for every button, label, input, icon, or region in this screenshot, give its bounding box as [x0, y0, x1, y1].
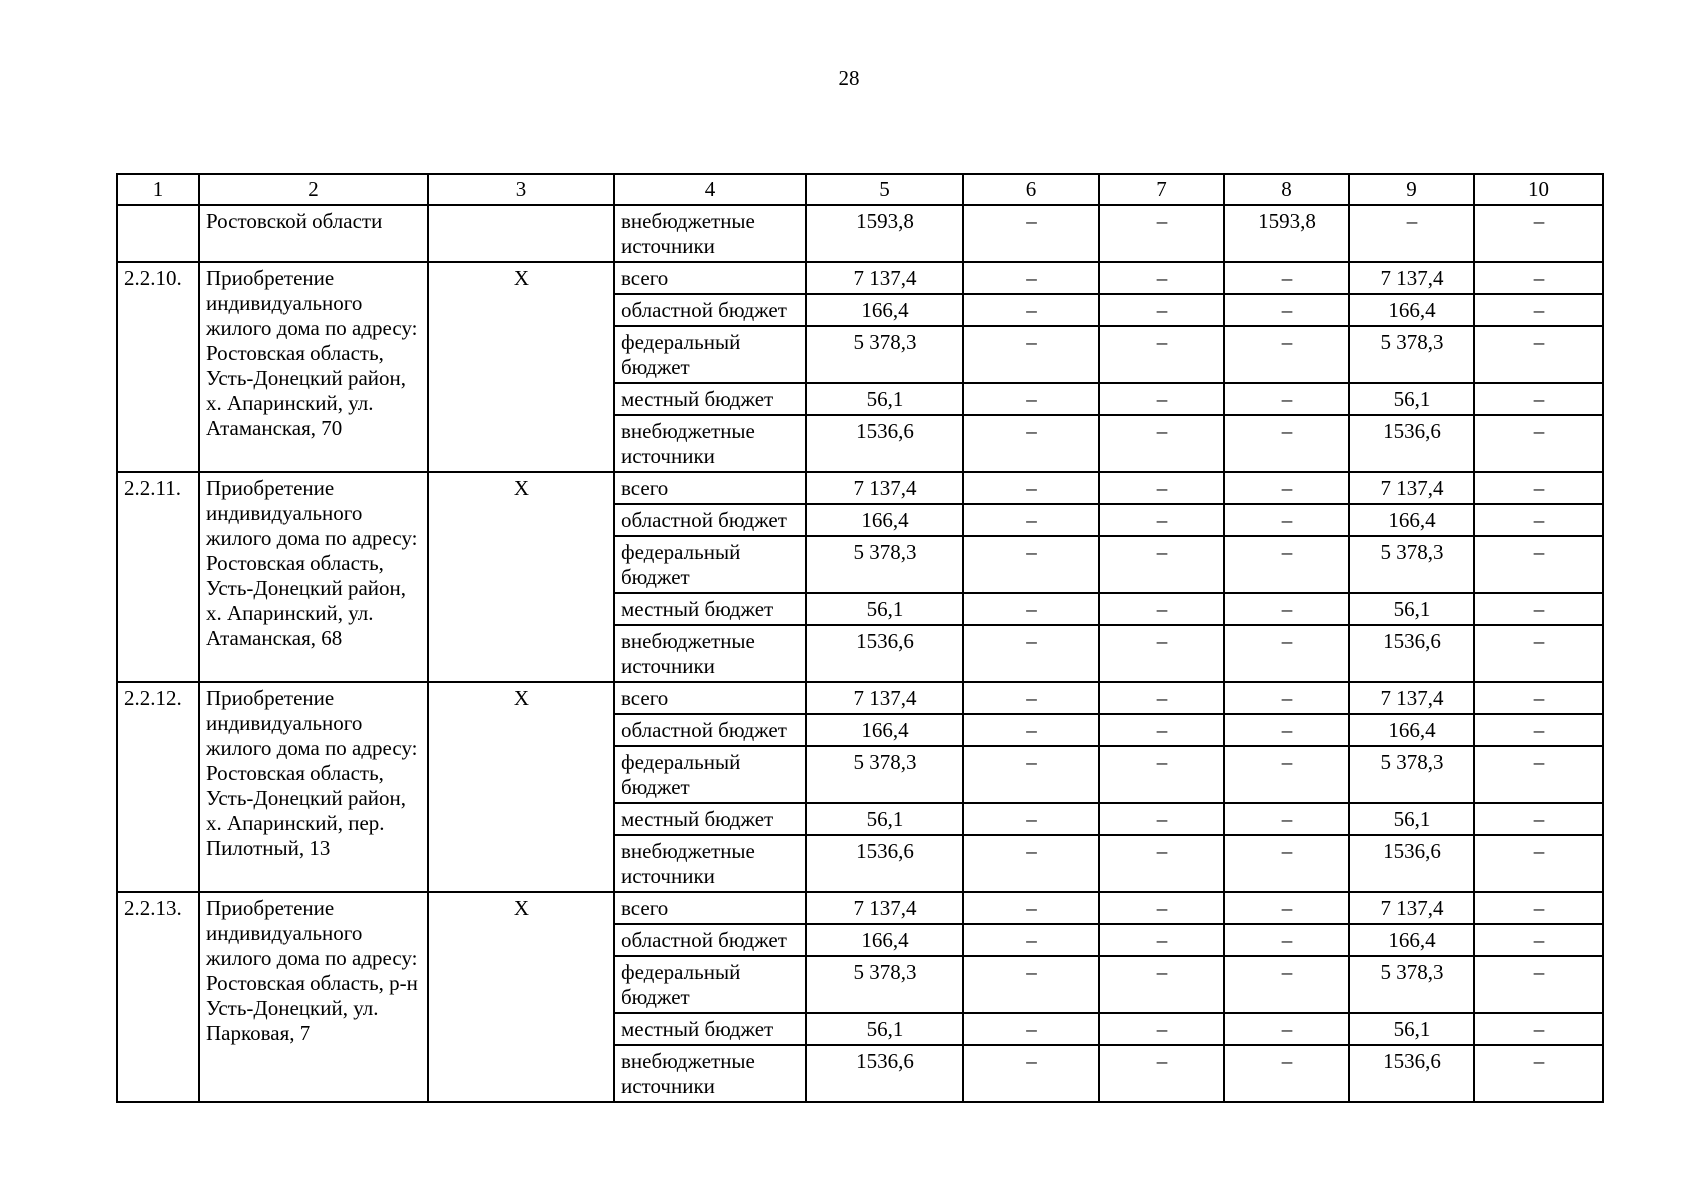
value-cell: – — [963, 262, 1099, 294]
funding-source-cell: внебюджетные источники — [614, 205, 806, 262]
value-cell: – — [1474, 682, 1603, 714]
funding-source-cell: федеральный бюджет — [614, 326, 806, 383]
funding-source-cell: всего — [614, 472, 806, 504]
funding-source-cell: местный бюджет — [614, 1013, 806, 1045]
value-cell: – — [1474, 504, 1603, 536]
value-cell: – — [963, 1045, 1099, 1102]
value-cell: – — [1099, 956, 1224, 1013]
column-3-cell — [428, 205, 614, 262]
value-cell: – — [963, 472, 1099, 504]
column-number: 10 — [1474, 174, 1603, 205]
value-cell: – — [1224, 593, 1349, 625]
value-cell: – — [1099, 803, 1224, 835]
value-cell: – — [1224, 415, 1349, 472]
value-cell: 7 137,4 — [1349, 262, 1474, 294]
value-cell: – — [1099, 205, 1224, 262]
value-cell: – — [1099, 593, 1224, 625]
value-cell: 56,1 — [1349, 803, 1474, 835]
value-cell: 5 378,3 — [1349, 326, 1474, 383]
value-cell: – — [1099, 924, 1224, 956]
value-cell: 1536,6 — [806, 1045, 963, 1102]
column-number: 4 — [614, 174, 806, 205]
value-cell: – — [1224, 326, 1349, 383]
funding-source-cell: областной бюджет — [614, 714, 806, 746]
value-cell: – — [1224, 956, 1349, 1013]
value-cell: 7 137,4 — [806, 472, 963, 504]
value-cell: – — [1099, 383, 1224, 415]
funding-source-cell: федеральный бюджет — [614, 536, 806, 593]
value-cell: – — [1224, 746, 1349, 803]
value-cell: – — [1224, 625, 1349, 682]
value-cell: 56,1 — [1349, 383, 1474, 415]
value-cell: – — [1474, 472, 1603, 504]
value-cell: 5 378,3 — [1349, 536, 1474, 593]
value-cell: 7 137,4 — [1349, 682, 1474, 714]
value-cell: – — [1224, 714, 1349, 746]
value-cell: 166,4 — [806, 294, 963, 326]
value-cell: – — [1099, 835, 1224, 892]
value-cell: – — [1099, 536, 1224, 593]
value-cell: – — [1099, 746, 1224, 803]
value-cell: 56,1 — [806, 1013, 963, 1045]
value-cell: – — [1099, 262, 1224, 294]
value-cell: – — [1474, 803, 1603, 835]
value-cell: – — [963, 1013, 1099, 1045]
item-id-cell: 2.2.10. — [117, 262, 199, 472]
column-3-cell: X — [428, 262, 614, 472]
value-cell: – — [963, 205, 1099, 262]
value-cell: – — [1474, 262, 1603, 294]
funding-source-cell: местный бюджет — [614, 383, 806, 415]
column-number: 1 — [117, 174, 199, 205]
value-cell: – — [963, 415, 1099, 472]
value-cell: 1593,8 — [1224, 205, 1349, 262]
value-cell: – — [963, 803, 1099, 835]
value-cell: – — [1224, 504, 1349, 536]
value-cell: – — [1224, 803, 1349, 835]
value-cell: – — [1224, 383, 1349, 415]
column-number: 6 — [963, 174, 1099, 205]
item-description-cell: Приобретение индивидуального жилого дома по адресу: Ростовская область, Усть-Донецкий район, х. Апаринский, ул. Атаманская, 68 — [199, 472, 428, 682]
funding-source-cell: всего — [614, 262, 806, 294]
table-row — [117, 472, 1603, 504]
item-description-cell: Приобретение индивидуального жилого дома по адресу: Ростовская область, Усть-Донецкий район, х. Апаринский, пер. Пилотный, 13 — [199, 682, 428, 892]
value-cell: – — [1224, 294, 1349, 326]
value-cell: 5 378,3 — [806, 326, 963, 383]
value-cell: – — [963, 682, 1099, 714]
value-cell: – — [1474, 625, 1603, 682]
value-cell: 5 378,3 — [806, 746, 963, 803]
value-cell: – — [1474, 415, 1603, 472]
table-row — [117, 682, 1603, 714]
value-cell: – — [1474, 1013, 1603, 1045]
value-cell: 1536,6 — [1349, 835, 1474, 892]
value-cell: 7 137,4 — [806, 682, 963, 714]
value-cell: – — [1224, 1045, 1349, 1102]
item-id-cell: 2.2.11. — [117, 472, 199, 682]
funding-source-cell: внебюджетные источники — [614, 1045, 806, 1102]
value-cell: 5 378,3 — [806, 536, 963, 593]
item-description-cell: Приобретение индивидуального жилого дома по адресу: Ростовская область, р-н Усть-Донецкий, ул. Парковая, 7 — [199, 892, 428, 1102]
value-cell: – — [1099, 892, 1224, 924]
value-cell: – — [1474, 714, 1603, 746]
value-cell: 56,1 — [806, 803, 963, 835]
column-number: 7 — [1099, 174, 1224, 205]
value-cell: – — [1474, 956, 1603, 1013]
value-cell: 166,4 — [1349, 294, 1474, 326]
column-number: 3 — [428, 174, 614, 205]
value-cell: – — [1224, 835, 1349, 892]
value-cell: 166,4 — [806, 504, 963, 536]
funding-source-cell: местный бюджет — [614, 593, 806, 625]
value-cell: 1536,6 — [1349, 415, 1474, 472]
value-cell: – — [1474, 294, 1603, 326]
value-cell: – — [1099, 714, 1224, 746]
value-cell: 166,4 — [1349, 714, 1474, 746]
value-cell: – — [1099, 1013, 1224, 1045]
value-cell: 166,4 — [1349, 924, 1474, 956]
funding-source-cell: внебюджетные источники — [614, 625, 806, 682]
value-cell: 1536,6 — [806, 415, 963, 472]
value-cell: – — [1349, 205, 1474, 262]
column-number: 5 — [806, 174, 963, 205]
item-id-cell: 2.2.13. — [117, 892, 199, 1102]
item-description-cell: Приобретение индивидуального жилого дома по адресу: Ростовская область, Усть-Донецкий район, х. Апаринский, ул. Атаманская, 70 — [199, 262, 428, 472]
carryover-row — [117, 205, 1603, 262]
value-cell: – — [963, 504, 1099, 536]
funding-source-cell: областной бюджет — [614, 294, 806, 326]
item-id-cell: 2.2.12. — [117, 682, 199, 892]
funding-source-cell: внебюджетные источники — [614, 415, 806, 472]
value-cell: 166,4 — [806, 924, 963, 956]
funding-source-cell: местный бюджет — [614, 803, 806, 835]
value-cell: – — [963, 714, 1099, 746]
value-cell: – — [963, 956, 1099, 1013]
column-3-cell: X — [428, 682, 614, 892]
value-cell: 1593,8 — [806, 205, 963, 262]
value-cell: – — [963, 383, 1099, 415]
funding-source-cell: внебюджетные источники — [614, 835, 806, 892]
value-cell: – — [1474, 593, 1603, 625]
value-cell: 56,1 — [1349, 1013, 1474, 1045]
value-cell: – — [1224, 536, 1349, 593]
value-cell: – — [1474, 205, 1603, 262]
value-cell: – — [1224, 1013, 1349, 1045]
page-number: 28 — [838, 66, 860, 90]
value-cell: – — [1474, 924, 1603, 956]
value-cell: – — [1474, 383, 1603, 415]
value-cell: – — [963, 326, 1099, 383]
funding-source-cell: областной бюджет — [614, 504, 806, 536]
value-cell: 5 378,3 — [1349, 746, 1474, 803]
value-cell: – — [1474, 326, 1603, 383]
value-cell: 1536,6 — [1349, 1045, 1474, 1102]
value-cell: – — [963, 892, 1099, 924]
budget-table — [116, 173, 1604, 1103]
value-cell: 1536,6 — [1349, 625, 1474, 682]
value-cell: 5 378,3 — [1349, 956, 1474, 1013]
value-cell: – — [963, 294, 1099, 326]
value-cell: 1536,6 — [806, 625, 963, 682]
value-cell: – — [1474, 835, 1603, 892]
value-cell: – — [1224, 472, 1349, 504]
funding-source-cell: федеральный бюджет — [614, 746, 806, 803]
column-number-row — [117, 174, 1603, 205]
value-cell: – — [1474, 746, 1603, 803]
value-cell: 1536,6 — [806, 835, 963, 892]
value-cell: – — [1224, 924, 1349, 956]
value-cell: 56,1 — [1349, 593, 1474, 625]
funding-source-cell: всего — [614, 892, 806, 924]
column-number: 2 — [199, 174, 428, 205]
table-row — [117, 892, 1603, 924]
funding-source-cell: областной бюджет — [614, 924, 806, 956]
value-cell: – — [963, 924, 1099, 956]
value-cell: – — [1224, 682, 1349, 714]
value-cell: – — [1474, 536, 1603, 593]
value-cell: – — [963, 536, 1099, 593]
column-number: 9 — [1349, 174, 1474, 205]
value-cell: 7 137,4 — [1349, 892, 1474, 924]
value-cell: – — [963, 746, 1099, 803]
value-cell: 5 378,3 — [806, 956, 963, 1013]
value-cell: – — [1224, 892, 1349, 924]
column-3-cell: X — [428, 472, 614, 682]
value-cell: – — [1099, 472, 1224, 504]
value-cell: 7 137,4 — [806, 262, 963, 294]
value-cell: – — [963, 593, 1099, 625]
funding-source-cell: федеральный бюджет — [614, 956, 806, 1013]
funding-source-cell: всего — [614, 682, 806, 714]
table-row — [117, 262, 1603, 294]
column-number: 8 — [1224, 174, 1349, 205]
value-cell: – — [1099, 294, 1224, 326]
value-cell: – — [1474, 1045, 1603, 1102]
value-cell: – — [1099, 682, 1224, 714]
column-3-cell: X — [428, 892, 614, 1102]
value-cell: 56,1 — [806, 383, 963, 415]
value-cell: 166,4 — [1349, 504, 1474, 536]
value-cell: – — [1099, 415, 1224, 472]
value-cell: – — [1099, 326, 1224, 383]
value-cell: 7 137,4 — [806, 892, 963, 924]
value-cell: 166,4 — [806, 714, 963, 746]
value-cell: 7 137,4 — [1349, 472, 1474, 504]
value-cell: – — [1099, 625, 1224, 682]
item-id-cell — [117, 205, 199, 262]
value-cell: – — [963, 625, 1099, 682]
value-cell: 56,1 — [806, 593, 963, 625]
value-cell: – — [1474, 892, 1603, 924]
value-cell: – — [963, 835, 1099, 892]
value-cell: – — [1099, 1045, 1224, 1102]
value-cell: – — [1099, 504, 1224, 536]
item-description-cell: Ростовской области — [199, 205, 428, 262]
value-cell: – — [1224, 262, 1349, 294]
